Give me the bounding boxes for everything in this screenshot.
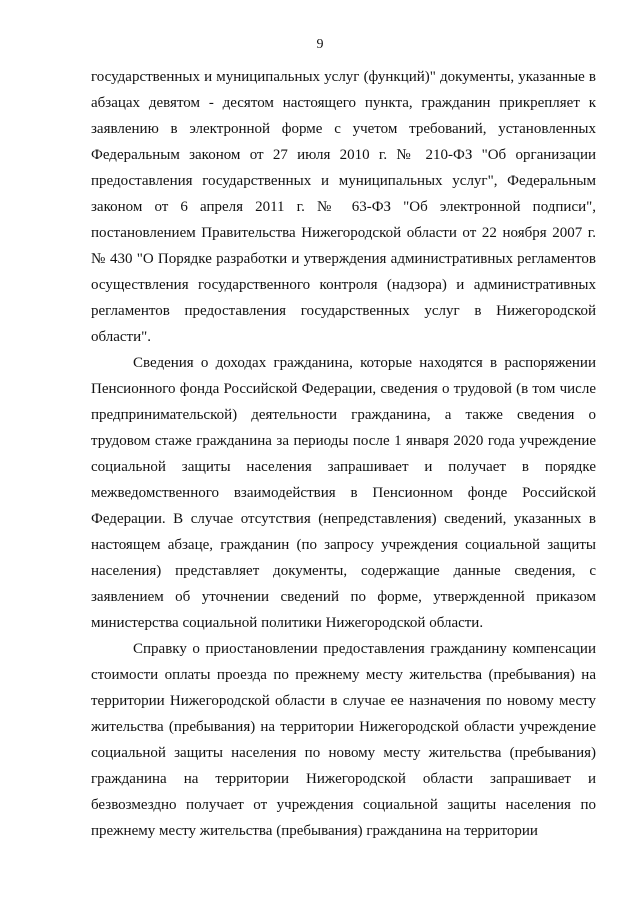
document-body	[91, 64, 596, 844]
page-number: 9	[316, 37, 324, 52]
paragraph-continuation: государственных и муниципальных услуг (функций)" документы, указанные в абзацах девятом - десятом настоящего пункта, гражданин прикрепляет к заявлению в электронной форме с учетом требований, установленных Федеральным законом от 27 июля 2010 г. № 210-ФЗ "Об организации предоставления государственных и муниципальных услуг", Федеральным законом от 6 апреля 2011 г. № 63-ФЗ "Об электронной подписи", постановлением Правительства Нижегородской области от 22 ноября 2007 г. № 430 "О Порядке разработки и утверждения административных регламентов осуществления государственного контроля (надзора) и административных регламентов предоставления государственных услуг в Нижегородской области".	[91, 69, 596, 345]
paragraph-income-information: Сведения о доходах гражданина, которые находятся в распоряжении Пенсионного фонда Российской Федерации, сведения о трудовой (в том числе предпринимательской) деятельности гражданина, а также сведения о трудовом стаже гражданина за периоды после 1 января 2020 года учреждение социальной защиты населения запрашивает и получает в порядке межведомственного взаимодействия в Пенсионном фонде Российской Федерации. В случае отсутствия (непредставления) сведений, указанных в настоящем абзаце, гражданин (по запросу учреждения социальной защиты населения) представляет документы, содержащие данные сведения, с заявлением об уточнении сведений по форме, утвержденной приказом министерства социальной политики Нижегородской области.	[91, 355, 596, 631]
paragraph-compensation-certificate: Справку о приостановлении предоставления гражданину компенсации стоимости оплаты проезда по прежнему месту жительства (пребывания) на территории Нижегородской области в случае ее назначения по новому месту жительства (пребывания) на территории Нижегородской области учреждение социальной защиты населения по новому месту жительства (пребывания) гражданина на территории Нижегородской области запрашивает и безвозмездно получает от учреждения социальной защиты населения по прежнему месту жительства (пребывания) гражданина на территории	[91, 641, 596, 839]
